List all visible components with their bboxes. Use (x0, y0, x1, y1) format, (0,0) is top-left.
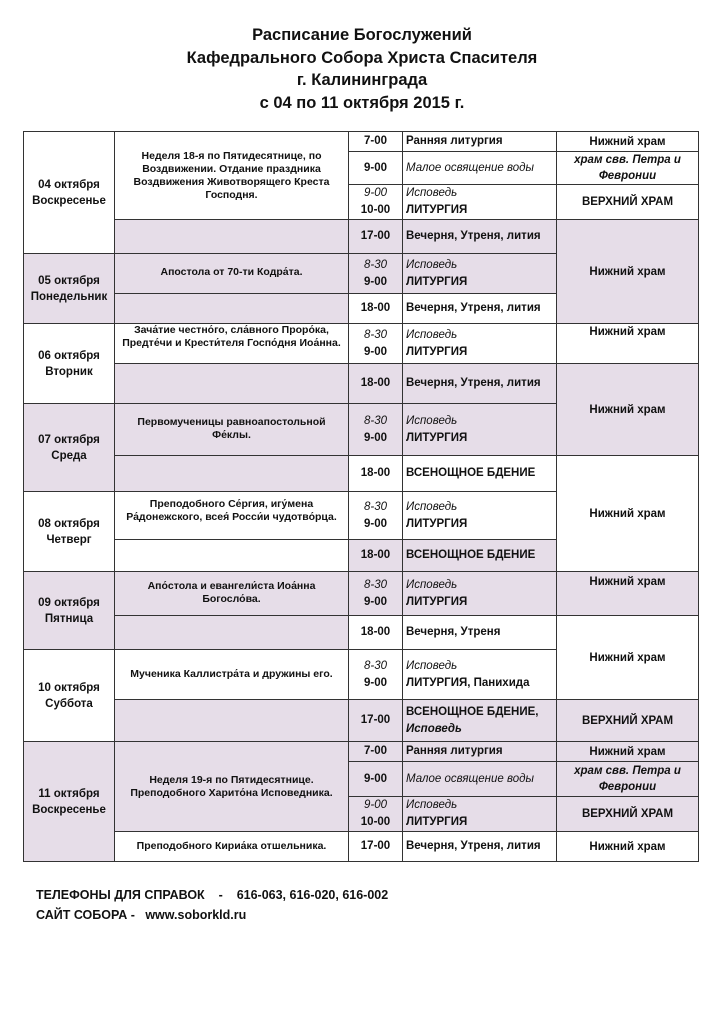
service-2: ЛИТУРГИЯ (406, 204, 468, 216)
event-cell-empty (115, 540, 349, 572)
service-2: ЛИТУРГИЯ (406, 595, 468, 608)
table-row (24, 616, 699, 650)
title-line-3: г. Калининграда (296, 71, 428, 89)
day-weekday: Понедельник (30, 290, 108, 303)
time-1: 8-30 (363, 258, 388, 271)
place-cell: Нижний храм (557, 742, 699, 762)
time-cell (349, 650, 403, 700)
day-weekday: Вторник (45, 365, 93, 378)
day-cell (24, 132, 115, 254)
event-cell-empty (115, 364, 349, 404)
place-cell: Нижний храм (557, 364, 699, 456)
time-cell: 18-00 (349, 616, 403, 650)
time-cell (349, 185, 403, 220)
service-cell: Ранняя литургия (403, 132, 557, 152)
time-cell (349, 492, 403, 540)
day-cell (24, 492, 115, 572)
time-2: 9-00 (363, 517, 388, 530)
time-1: 8-30 (363, 578, 388, 591)
place-cell: Нижний храм (557, 616, 699, 700)
event-cell: Первомученицы равноапостольной Фе́клы. (115, 404, 349, 456)
table-row (24, 220, 699, 254)
day-weekday: Воскресенье (32, 803, 106, 816)
event-cell: Апо́стола и евангели́ста Иоа́нна Богосло́ва. (115, 572, 349, 616)
table-row (24, 700, 699, 742)
service-cell: Вечерня, Утреня, лития (403, 220, 557, 254)
service-cell: ВСЕНОЩНОЕ БДЕНИЕ (403, 540, 557, 572)
time-2: 10-00 (360, 816, 391, 828)
service-cell (403, 572, 557, 616)
day-cell (24, 572, 115, 650)
time-2: 9-00 (363, 676, 388, 689)
day-date: 09 октября (38, 596, 100, 609)
event-cell-empty (115, 700, 349, 742)
day-date: 06 октября (38, 349, 100, 362)
event-cell-empty (115, 294, 349, 324)
service-cell (403, 185, 557, 220)
place-cell: Нижний храм (557, 220, 699, 324)
service-1: ВСЕНОЩНОЕ БДЕНИЕ, (406, 705, 539, 718)
place-cell: ВЕРХНИЙ ХРАМ (557, 797, 699, 832)
service-1: Исповедь (406, 187, 458, 199)
place-cell: Нижний храм (557, 572, 699, 616)
service-1: Исповедь (406, 578, 458, 591)
service-cell (403, 700, 557, 742)
service-2: Исповедь (406, 722, 462, 735)
title-line-4: с 04 по 11 октября 2015 г. (259, 93, 465, 112)
time-cell (349, 572, 403, 616)
service-cell: ВСЕНОЩНОЕ БДЕНИЕ (403, 456, 557, 492)
service-1: Исповедь (406, 414, 458, 427)
place-cell: ВЕРХНИЙ ХРАМ (557, 185, 699, 220)
service-cell: Ранняя литургия (403, 742, 557, 762)
service-1: Исповедь (406, 500, 458, 513)
service-2: ЛИТУРГИЯ (406, 431, 468, 444)
time-2: 9-00 (363, 431, 388, 444)
day-weekday: Среда (51, 449, 87, 462)
table-row (24, 572, 699, 616)
service-1: Исповедь (406, 328, 458, 341)
service-1: Исповедь (406, 799, 458, 811)
contacts-footer (36, 885, 388, 925)
event-cell-empty (115, 616, 349, 650)
service-cell (403, 404, 557, 456)
time-cell: 17-00 (349, 220, 403, 254)
time-cell: 18-00 (349, 364, 403, 404)
time-1: 8-30 (363, 414, 388, 427)
day-date: 07 октября (38, 433, 100, 446)
service-cell: Вечерня, Утреня, лития (403, 364, 557, 404)
place-cell: храм свв. Петра и Февронии (557, 152, 699, 185)
time-1: 8-30 (363, 328, 388, 341)
service-cell (403, 797, 557, 832)
title-line-1: Расписание Богослужений (252, 26, 472, 44)
place-cell: Нижний храм (557, 324, 699, 364)
service-2: ЛИТУРГИЯ (406, 345, 468, 358)
service-cell: Вечерня, Утреня, лития (403, 294, 557, 324)
time-2: 9-00 (363, 595, 388, 608)
day-weekday: Суббота (45, 697, 93, 710)
day-cell (24, 742, 115, 862)
event-cell: Преподобного Се́ргия, игу́мена Ра́донежского, всея́ Росси́и чудотво́рца. (115, 492, 349, 540)
time-cell: 9-00 (349, 152, 403, 185)
table-row (24, 364, 699, 404)
time-2: 9-00 (363, 345, 388, 358)
site-line (36, 905, 388, 925)
table-row (24, 132, 699, 152)
site-link[interactable]: www.soborkld.ru (145, 908, 247, 922)
time-cell (349, 404, 403, 456)
service-cell: Вечерня, Утреня, лития (403, 832, 557, 862)
phones-label: ТЕЛЕФОНЫ ДЛЯ СПРАВОК (36, 888, 205, 902)
phones-line (36, 885, 388, 905)
day-cell (24, 324, 115, 404)
service-2: ЛИТУРГИЯ (406, 275, 468, 288)
event-cell: Зача́тие честно́го, сла́вного Проро́ка, Предте́чи и Крести́теля Госпо́дня Иоа́нна. (115, 324, 349, 364)
service-2: ЛИТУРГИЯ (406, 517, 468, 530)
service-cell (403, 492, 557, 540)
phones-separator: - (218, 888, 223, 902)
event-cell: Неделя 19-я по Пятидесятнице. Преподобного Харито́на Исповедника. (115, 742, 349, 832)
table-row (24, 456, 699, 492)
table-row (24, 324, 699, 364)
day-date: 08 октября (38, 517, 100, 530)
day-cell (24, 404, 115, 492)
time-cell: 17-00 (349, 832, 403, 862)
event-cell: Мученика Каллистра́та и дружины его. (115, 650, 349, 700)
time-cell: 18-00 (349, 294, 403, 324)
place-cell: Нижний храм (557, 456, 699, 572)
event-cell: Апостола от 70-ти Кодра́та. (115, 254, 349, 294)
document-title (0, 24, 724, 114)
service-1: Исповедь (406, 258, 458, 271)
service-cell: Малое освящение воды (403, 152, 557, 185)
place-cell: ВЕРХНИЙ ХРАМ (557, 700, 699, 742)
time-cell: 7-00 (349, 132, 403, 152)
event-cell-empty (115, 220, 349, 254)
time-cell: 18-00 (349, 456, 403, 492)
phones-value: 616-063, 616-020, 616-002 (236, 888, 389, 902)
event-cell: Неделя 18-я по Пятидесятнице, по Воздвижении. Отдание праздника Воздвижения Животворящего Креста Господня. (115, 132, 349, 220)
site-label: САЙТ СОБОРА - (36, 908, 135, 922)
service-cell (403, 254, 557, 294)
place-cell: Нижний храм (557, 832, 699, 862)
day-date: 10 октября (38, 681, 100, 694)
day-weekday: Пятница (44, 612, 94, 625)
time-1: 8-30 (363, 659, 388, 672)
time-cell: 18-00 (349, 540, 403, 572)
time-2: 10-00 (360, 204, 391, 216)
service-1: Исповедь (406, 659, 458, 672)
day-weekday: Воскресенье (32, 194, 106, 207)
time-cell: 7-00 (349, 742, 403, 762)
day-weekday: Четверг (46, 533, 92, 546)
time-cell (349, 324, 403, 364)
day-cell (24, 254, 115, 324)
place-cell: Нижний храм (557, 132, 699, 152)
time-cell: 17-00 (349, 700, 403, 742)
service-cell (403, 650, 557, 700)
day-cell (24, 650, 115, 742)
place-cell: храм свв. Петра и Февронии (557, 762, 699, 797)
table-row (24, 742, 699, 762)
time-1: 9-00 (363, 799, 388, 811)
time-cell: 9-00 (349, 762, 403, 797)
schedule-table (23, 131, 699, 862)
service-2: ЛИТУРГИЯ, Панихида (406, 676, 530, 689)
title-line-2: Кафедрального Собора Христа Спасителя (186, 48, 538, 67)
event-cell-empty (115, 456, 349, 492)
time-2: 9-00 (363, 275, 388, 288)
service-2: ЛИТУРГИЯ (406, 816, 468, 828)
service-cell: Малое освящение воды (403, 762, 557, 797)
time-1: 9-00 (363, 187, 388, 199)
table-row (24, 832, 699, 862)
service-cell: Вечерня, Утреня (403, 616, 557, 650)
event-cell: Преподобного Кириа́ка отшельника. (115, 832, 349, 862)
time-cell (349, 254, 403, 294)
service-cell (403, 324, 557, 364)
day-date: 11 октября (38, 787, 100, 800)
time-1: 8-30 (363, 500, 388, 513)
time-cell (349, 797, 403, 832)
day-date: 04 октября (38, 178, 100, 191)
day-date: 05 октября (38, 274, 100, 287)
